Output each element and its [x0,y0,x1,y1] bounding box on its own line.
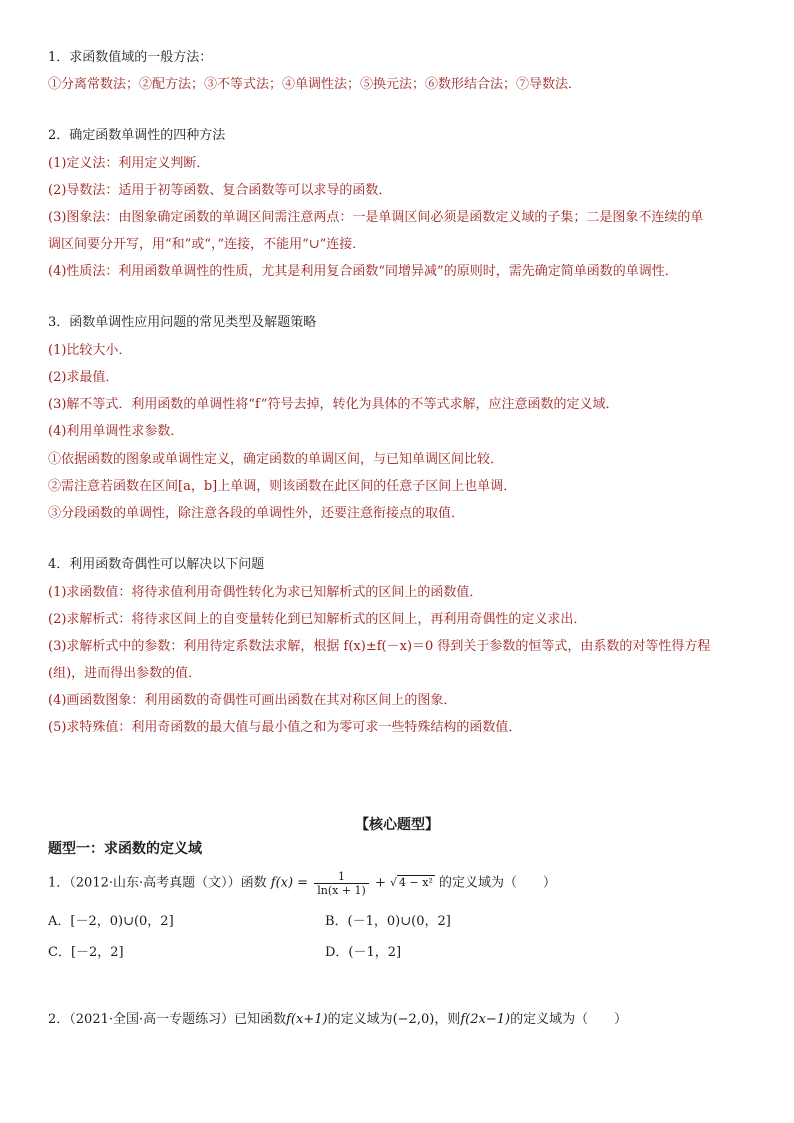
section1-heading: 1．求函数值域的一般方法： [48,50,213,65]
section2-line-2: (2)导数法：适用于初等函数、复合函数等可以求导的函数． [48,183,392,198]
q1-fx: f(x) = [270,875,309,891]
section4-line-3: (3)求解析式中的参数：利用待定系数法求解，根据 f(x)±f(－x)＝0 得到关于参数的恒等式，由系数的对等性得方程 [48,639,711,654]
q1-fraction [314,870,369,897]
section2-line-1: (1)定义法：利用定义判断． [48,156,210,171]
q2-prefix: 2．（2021·全国·高一专题练习）已知函数 [48,1012,287,1027]
section1-body: ①分离常数法；②配方法；③不等式法；④单调性法；⑤换元法；⑥数形结合法；⑦导数法． [48,77,582,92]
q1-option-d[interactable]: D．(－1，2] [325,945,402,960]
q1-frac-num: 1 [314,870,369,884]
section2-line-3: (3)图象法：由图象确定函数的单调区间需注意两点：一是单调区间必须是函数定义域的子集；二是图象不连续的单 [48,210,704,225]
q1-option-c[interactable]: C．[－2，2] [48,945,124,960]
q1-prefix: 1．（2012·山东·高考真题（文））函数 [48,875,267,891]
section4-line-1: (1)求函数值：将待求值利用奇偶性转化为求已知解析式的区间上的函数值． [48,585,483,600]
q1-plus: + [374,875,386,891]
section4-line-5: (4)画函数图象：利用函数的奇偶性可画出函数在其对称区间上的图象． [48,693,457,708]
section2-heading: 2．确定函数单调性的四种方法 [48,128,226,143]
section3-line-7: ③分段函数的单调性，除注意各段的单调性外，还要注意衔接点的取值． [48,506,465,521]
q2-suffix: 的定义域为（ ） [510,1012,628,1027]
sqrt-icon: √ [390,876,398,889]
q1-frac-den: ln(x + 1) [317,883,366,897]
core-title: 【核心题型】 [355,817,439,833]
q2-interval: (−2,0) [392,1012,435,1027]
section4-line-4: (组)，进而得出参数的值． [48,666,202,681]
section3-line-1: (1)比较大小． [48,343,132,358]
q2-mid2: ，则 [434,1012,461,1027]
type1-title: 题型一：求函数的定义域 [48,841,202,857]
q1-option-a[interactable]: A．[－2，0)∪(0，2] [48,914,174,929]
q2-expr2: f(2x−1) [460,1012,511,1027]
q2-expr1: f(x+1) [286,1012,328,1027]
q1-option-b[interactable]: B．(－1，0)∪(0，2] [325,914,451,929]
question-2 [48,1011,627,1029]
section4-line-6: (5)求特殊值：利用奇函数的最大值与最小值之和为零可求一些特殊结构的函数值． [48,720,522,735]
section3-line-6: ②需注意若函数在区间[a，b]上单调，则该函数在此区间的任意子区间上也单调． [48,479,517,494]
section4-line-2: (2)求解析式：将待求区间上的自变量转化到已知解析式的区间上，再利用奇偶性的定义求出． [48,612,587,627]
section3-line-4: (4)利用单调性求参数． [48,424,184,439]
q2-mid1: 的定义域为 [327,1012,393,1027]
q1-sqrt [390,868,435,898]
section3-line-2: (2)求最值． [48,370,119,385]
section2-line-5: (4)性质法：利用函数单调性的性质，尤其是利用复合函数“同增异减”的原则时，需先确定简单函数的单调性． [48,264,678,279]
section2-line-4: 调区间要分开写，用“和”或“，”连接，不能用“∪”连接． [48,237,366,252]
section4-heading: 4．利用函数奇偶性可以解决以下问题 [48,557,265,572]
q1-sqrt-body: 4 − x² [399,876,433,889]
question-1 [48,868,556,899]
q1-suffix: 的定义域为（ ） [439,875,557,891]
section3-line-5: ①依据函数的图象或单调性定义，确定函数的单调区间，与已知单调区间比较． [48,452,504,467]
section3-heading: 3．函数单调性应用问题的常见类型及解题策略 [48,315,317,330]
section3-line-3: (3)解不等式．利用函数的单调性将“f”符号去掉，转化为具体的不等式求解，应注意函数的定义域． [48,397,619,412]
